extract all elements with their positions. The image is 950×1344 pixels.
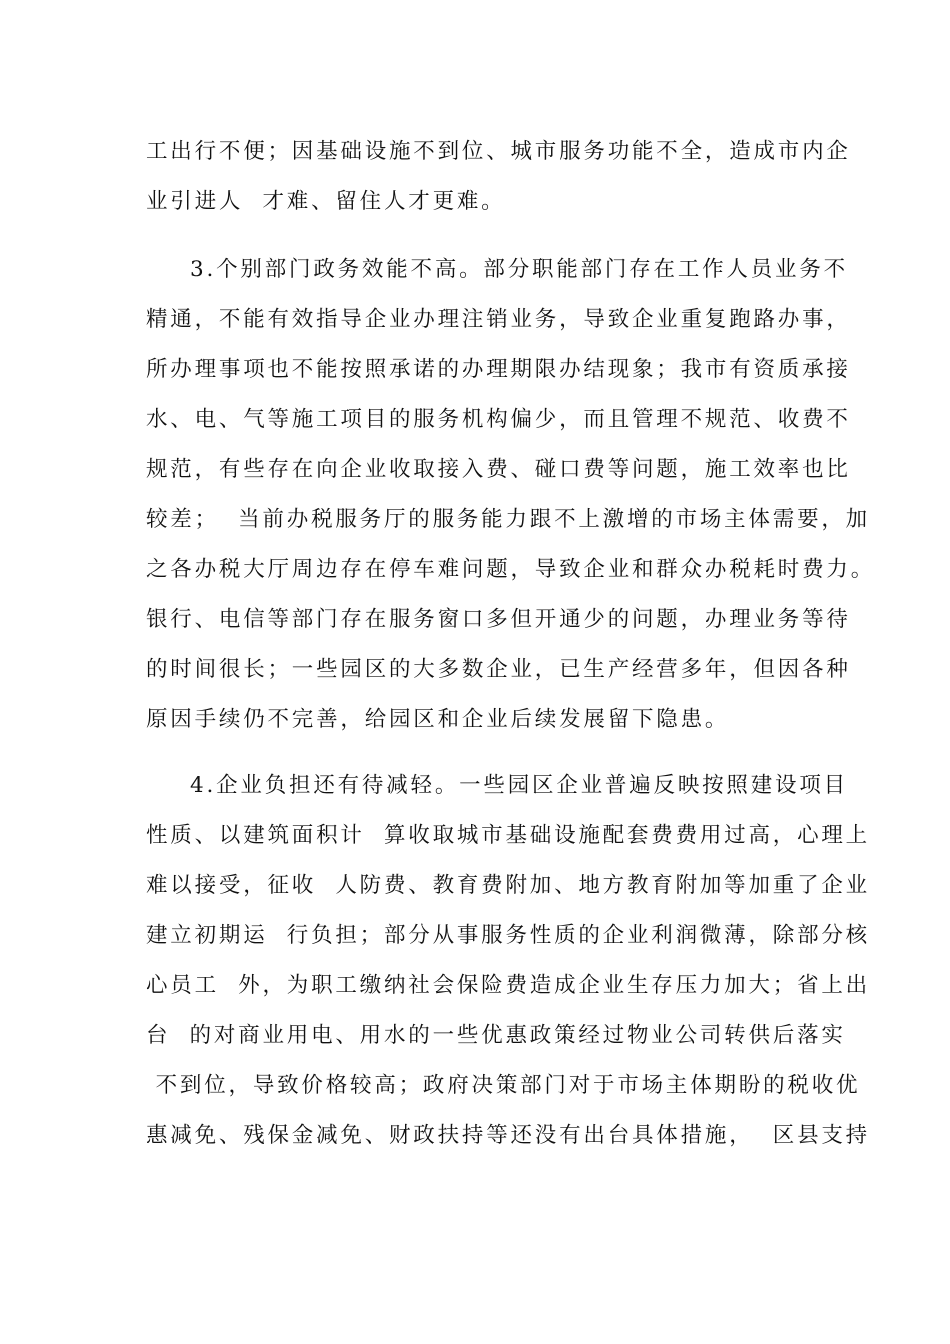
paragraph-4-first-line: 4.企业负担还有待减轻。一些园区企业普遍反映按照建设项目 (190, 773, 848, 798)
text-line: 不到位，导致价格较高；政府决策部门对于市场主体期盼的税收优 (146, 1073, 861, 1098)
text-line: 台 的对商业用电、用水的一些优惠政策经过物业公司转供后落实 (146, 1023, 846, 1048)
text-line: 的时间很长；一些园区的大多数企业，已生产经营多年，但因各种 (146, 657, 851, 682)
text-line: 业引进人 才难、留住人才更难。 (146, 189, 506, 214)
text-line: 工出行不便；因基础设施不到位、城市服务功能不全，造成市内企 (146, 139, 851, 164)
text-line: 所办理事项也不能按照承诺的办理期限办结现象；我市有资质承接 (146, 357, 851, 382)
text-line: 银行、电信等部门存在服务窗口多但开通少的问题，办理业务等待 (146, 607, 851, 632)
text-line: 之各办税大厅周边存在停车难问题，导致企业和群众办税耗时费力。 (146, 557, 876, 582)
text-line: 规范，有些存在向企业收取接入费、碰口费等问题，施工效率也比 (146, 457, 851, 482)
text-line: 建立初期运 行负担；部分从事服务性质的企业利润微薄，除部分核 (146, 923, 870, 948)
text-line: 原因手续仍不完善，给园区和企业后续发展留下隐患。 (146, 707, 730, 732)
text-line: 难以接受，征收 人防费、教育费附加、地方教育附加等加重了企业 (146, 873, 870, 898)
text-line: 精通，不能有效指导企业办理注销业务，导致企业重复跑路办事， (146, 307, 851, 332)
text-line: 惠减免、残保金减免、财政扶持等还没有出台具体措施， 区县支持 (146, 1123, 870, 1148)
text-line: 较差； 当前办税服务厅的服务能力跟不上激增的市场主体需要，加 (146, 507, 870, 532)
text-line: 水、电、气等施工项目的服务机构偏少，而且管理不规范、收费不 (146, 407, 851, 432)
paragraph-3-first-line: 3.个别部门政务效能不高。部分职能部门存在工作人员业务不 (190, 257, 848, 282)
text-line: 心员工 外，为职工缴纳社会保险费造成企业生存压力加大；省上出 (146, 973, 870, 998)
text-line: 性质、以建筑面积计 算收取城市基础设施配套费费用过高，心理上 (146, 823, 870, 848)
